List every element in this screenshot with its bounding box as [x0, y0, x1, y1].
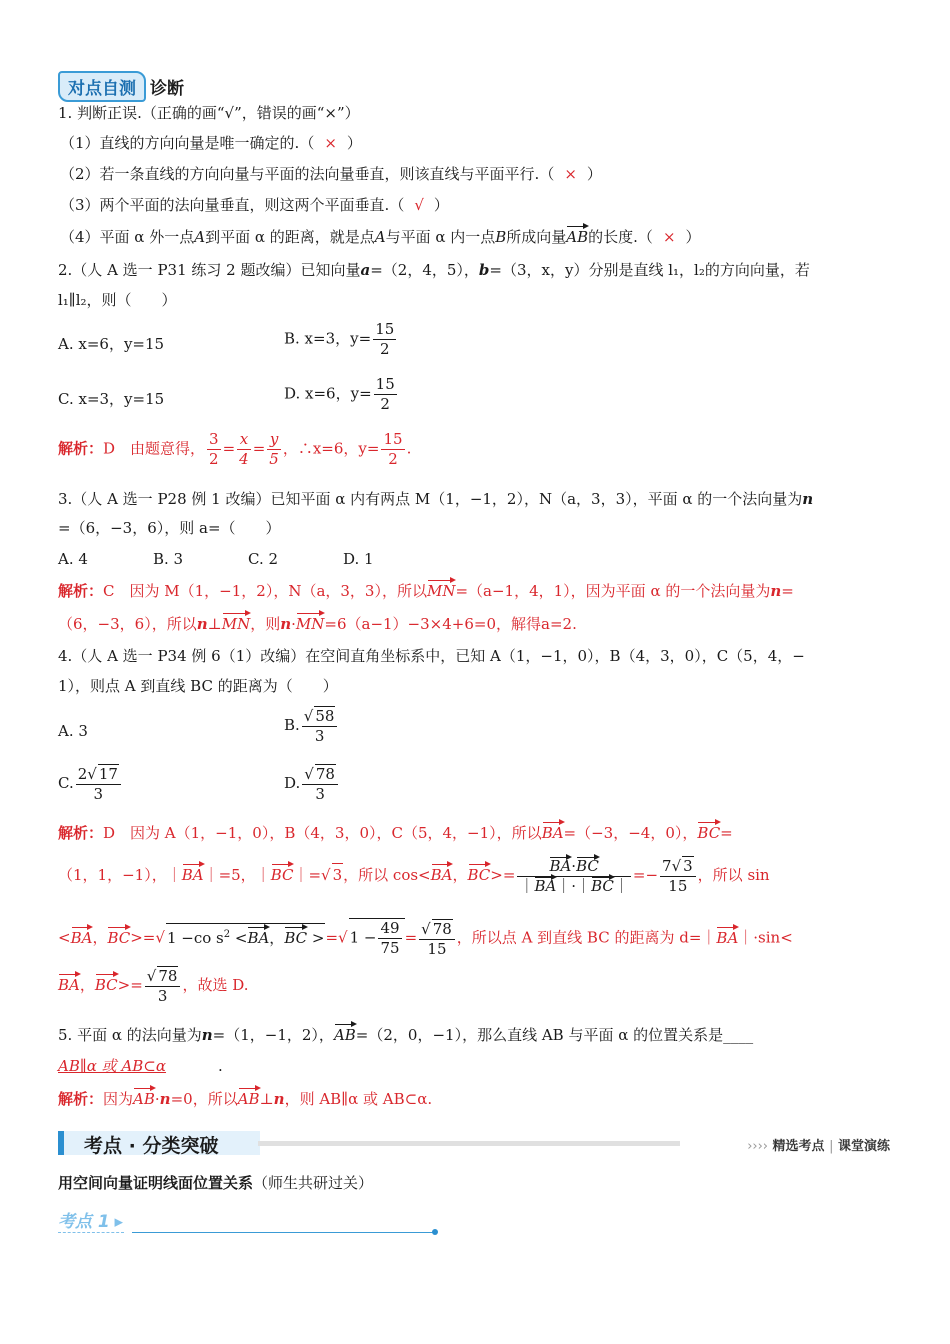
q4-solution-line3: <BA，BC>=√ 1 −co $s^2 <BA$，BC >=√ 1 − $\frac{49}{75}$ = $\frac{√ 78}{15}$ ，所以点 A 到直线 BC 的距离为 d=｜BA｜·sin<	[58, 919, 793, 958]
q1-item-4: （4）平面 α 外一点A到平面 α 的距离，就是点A与平面 α 内一点B所成向量AB的长度.（ × ）	[60, 228, 701, 246]
q4-stem-line1: 4.（人 A 选一 P34 例 6（1）改编）在空间直角坐标系中，已知 A（1，−1，0），B（4，3，0），C（5，4，−	[58, 647, 805, 665]
q2-stem-line1: 2.（人 A 选一 P31 练习 2 题改编）已知向量a=（2，4，5），b=（3，x，y）分别是直线 l₁，l₂的方向向量，若	[58, 261, 810, 279]
kaodian-1-marker: 考点 1 ▸	[58, 1207, 438, 1237]
q4-option-c: C. $\frac{2√ 17}{3}$	[58, 764, 123, 804]
section-subtitle: 诊断	[150, 79, 184, 99]
q1-item-3: （3）两个平面的法向量垂直，则这两个平面垂直.（ √ ）	[60, 196, 449, 214]
q1-item-1: （1）直线的方向向量是唯一确定的.（ × ）	[60, 134, 362, 152]
section-right-label: ›››› 精选考点 | 课堂演练	[747, 1139, 890, 1154]
section-tag: 对点自测	[58, 71, 146, 102]
q2-option-a: A. x=6，y=15	[58, 335, 165, 353]
q3-option-d: D. 1	[343, 550, 374, 568]
q3-option-a: A. 4	[58, 550, 88, 568]
q4-option-b: B. $\frac{√ 58}{3}$	[284, 706, 339, 746]
q1-stem: 1. 判断正误.（正确的画“√”，错误的画“×”）	[58, 104, 360, 122]
q5-solution: 解析：因为AB·n=0，所以AB⊥n，则 AB∥α 或 AB⊂α.	[58, 1090, 433, 1108]
section-rule	[258, 1141, 680, 1146]
q4-solution-line1: 解析：D 因为 A（1，−1，0），B（4，3，0），C（5，4，−1），所以BA=（−3，−4，0），BC=	[58, 824, 733, 842]
q5-answer: AB∥α 或 AB⊂α	[58, 1057, 167, 1075]
q5-answer-line: AB∥α 或 AB⊂α .	[58, 1057, 223, 1075]
q3-solution-line2: （6，−3，6），所以n⊥MN，则n·MN=6（a−1）−3×4+6=0，解得a=2.	[58, 615, 577, 633]
q1-item-2: （2）若一条直线的方向向量与平面的法向量垂直，则该直线与平面平行.（ × ）	[60, 165, 602, 183]
q4-option-d: D. $\frac{√ 78}{3}$	[284, 764, 340, 804]
q2-option-b: B. x=3，y= $\frac{15}{2}$	[284, 320, 395, 358]
q3-stem-line1: 3.（人 A 选一 P28 例 1 改编）已知平面 α 内有两点 M（1，−1，2），N（a，3，3），平面 α 的一个法向量为n	[58, 490, 814, 508]
q5-stem: 5. 平面 α 的法向量为n=（1，−1，2），AB=（2，0，−1），那么直线 AB 与平面 α 的位置关系是____	[58, 1026, 754, 1044]
q4-option-a: A. 3	[58, 722, 88, 740]
q4-solution-line2: （1，1，−1），｜BA｜=5，｜BC｜=√ 3，所以 cos<BA，BC>= $\frac{BA\cdot BC}{|BA|\cdot|BC|}$ =− $\frac{7√ 3}{15}$ ，所以 sin	[58, 856, 770, 895]
q2-option-c: C. x=3，y=15	[58, 390, 165, 408]
section-header-self-test	[58, 71, 184, 97]
q3-stem-line2: =（6，−3，6），则 a=（ ）	[58, 519, 281, 537]
q3-solution-line1: 解析：C 因为 M（1，−1，2），N（a，3，3），所以MN=（a−1，4，1），因为平面 α 的一个法向量为n=	[58, 582, 794, 600]
q2-option-d: D. x=6，y= $\frac{15}{2}$	[284, 375, 395, 413]
q4-solution-line4: BA，BC>= $\frac{√ 78}{3}$ ，故选 D.	[58, 967, 249, 1005]
q2-solution: 解析：D 由题意得， $\frac{3}{2}$ = $\frac{x}{4}$ = $\frac{y}{5}$ ，∴x=6，y= $\frac{15}{2}$ .	[58, 430, 412, 468]
vector-ab: AB	[566, 228, 589, 246]
q4-stem-line2: 1），则点 A 到直线 BC 的距离为（ ）	[58, 677, 338, 695]
section-header-categories	[58, 1128, 890, 1158]
topic-heading: 用空间向量证明线面位置关系（师生共研过关）	[58, 1174, 374, 1192]
q2-stem-line2: l₁∥l₂，则（ ）	[58, 291, 177, 309]
q3-option-b: B. 3	[153, 550, 184, 568]
section-title: 考点 · 分类突破	[84, 1135, 219, 1157]
q3-option-c: C. 2	[248, 550, 279, 568]
